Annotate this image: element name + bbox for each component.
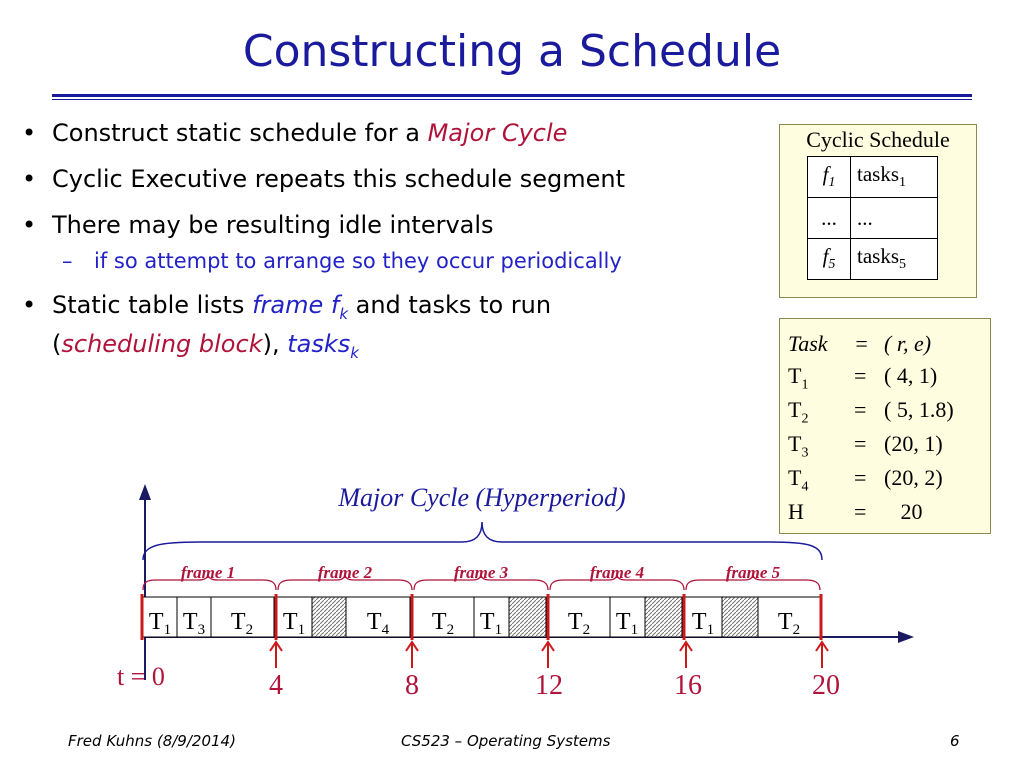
bullet-4-tasks: tasks bbox=[287, 329, 351, 358]
task-label: $T_1$ bbox=[282, 609, 306, 638]
bullet-4-frame-sub: k bbox=[339, 304, 348, 323]
bullet-3-text: There may be resulting idle intervals bbox=[52, 211, 494, 239]
slide-title: Constructing a Schedule bbox=[242, 26, 782, 77]
bullet-4-text: Static table lists bbox=[52, 291, 253, 319]
task-label: $T_1$ bbox=[479, 609, 503, 638]
x-axis-arrowhead bbox=[898, 631, 914, 643]
tick-label: 20 bbox=[812, 670, 840, 701]
footer-page-number: 6 bbox=[950, 732, 960, 750]
idle-block bbox=[645, 597, 682, 637]
bullet-2-text: Cyclic Executive repeats this schedule segment bbox=[52, 165, 626, 193]
bullet-1-text: Construct static schedule for a bbox=[52, 119, 428, 147]
major-cycle-label: Major Cycle (Hyperperiod) bbox=[338, 483, 626, 512]
tick-label: 8 bbox=[405, 670, 419, 701]
major-cycle-brace bbox=[143, 522, 822, 560]
task-label: $T_2$ bbox=[777, 609, 801, 638]
tick-label: 16 bbox=[674, 670, 702, 701]
tick-label: 4 bbox=[269, 670, 283, 701]
frame-2-label: frame 2 bbox=[317, 563, 373, 582]
idle-block bbox=[312, 597, 346, 637]
task-label: $T_3$ bbox=[182, 609, 206, 638]
tasks-cell: ... bbox=[851, 198, 938, 239]
task-parameters-box: Task = ( r, e) $T_1$ = ( 4, 1) $T_2$ = ( 5, 1.8) $T_3$ = (20, 1) $T_4$ = (20, 2) H = 20 bbox=[779, 318, 991, 534]
bullet-4-open: ( bbox=[52, 329, 62, 358]
idle-block bbox=[722, 597, 758, 637]
task-label: $T_4$ bbox=[366, 609, 390, 638]
frame-cell: $f_1$ bbox=[808, 157, 851, 198]
task-label: $T_2$ bbox=[230, 609, 254, 638]
bullet-4-block: scheduling block bbox=[61, 329, 263, 358]
sub-bullet-1-text: if so attempt to arrange so they occur periodically bbox=[94, 249, 622, 273]
frame-1-label: frame 1 bbox=[180, 563, 236, 582]
sub-bullet-marker: – bbox=[62, 249, 73, 273]
tasks-cell: tasks$_1$ bbox=[851, 157, 938, 198]
footer-author: Fred Kuhns (8/9/2014) bbox=[68, 732, 236, 750]
frame-cell: $f_5$ bbox=[808, 239, 851, 280]
tasks-cell: tasks$_5$ bbox=[851, 239, 938, 280]
bullet-marker: • bbox=[22, 291, 37, 319]
task-label: $T_2$ bbox=[431, 609, 455, 638]
task-label: $T_1$ bbox=[148, 609, 172, 638]
frame-5-label: frame 5 bbox=[725, 563, 781, 582]
frame-3-label: frame 3 bbox=[453, 563, 509, 582]
bullet-marker: • bbox=[22, 119, 37, 147]
bullet-4-frame: frame f bbox=[252, 291, 340, 319]
frame-4-label: frame 4 bbox=[589, 563, 645, 582]
t0-label: t = 0 bbox=[117, 662, 165, 691]
bullet-4-tasks-sub: k bbox=[350, 343, 359, 362]
bullet-marker: • bbox=[22, 165, 37, 193]
tick-arrows bbox=[270, 642, 828, 668]
footer-course: CS523 – Operating Systems bbox=[401, 732, 611, 750]
task-label: $T_1$ bbox=[615, 609, 639, 638]
bullet-4-mid: and tasks to run bbox=[348, 291, 552, 319]
idle-block bbox=[509, 597, 546, 637]
bullet-1-highlight: Major Cycle bbox=[427, 119, 568, 147]
bullet-4-close: ), bbox=[262, 329, 288, 358]
task-label: $T_1$ bbox=[691, 609, 715, 638]
frame-cell: ... bbox=[808, 198, 851, 239]
task-label: $T_2$ bbox=[567, 609, 591, 638]
bullet-marker: • bbox=[22, 211, 37, 239]
y-axis-arrowhead bbox=[139, 484, 151, 500]
tick-label: 12 bbox=[535, 670, 563, 701]
cyclic-schedule-title: Cyclic Schedule bbox=[806, 127, 950, 152]
